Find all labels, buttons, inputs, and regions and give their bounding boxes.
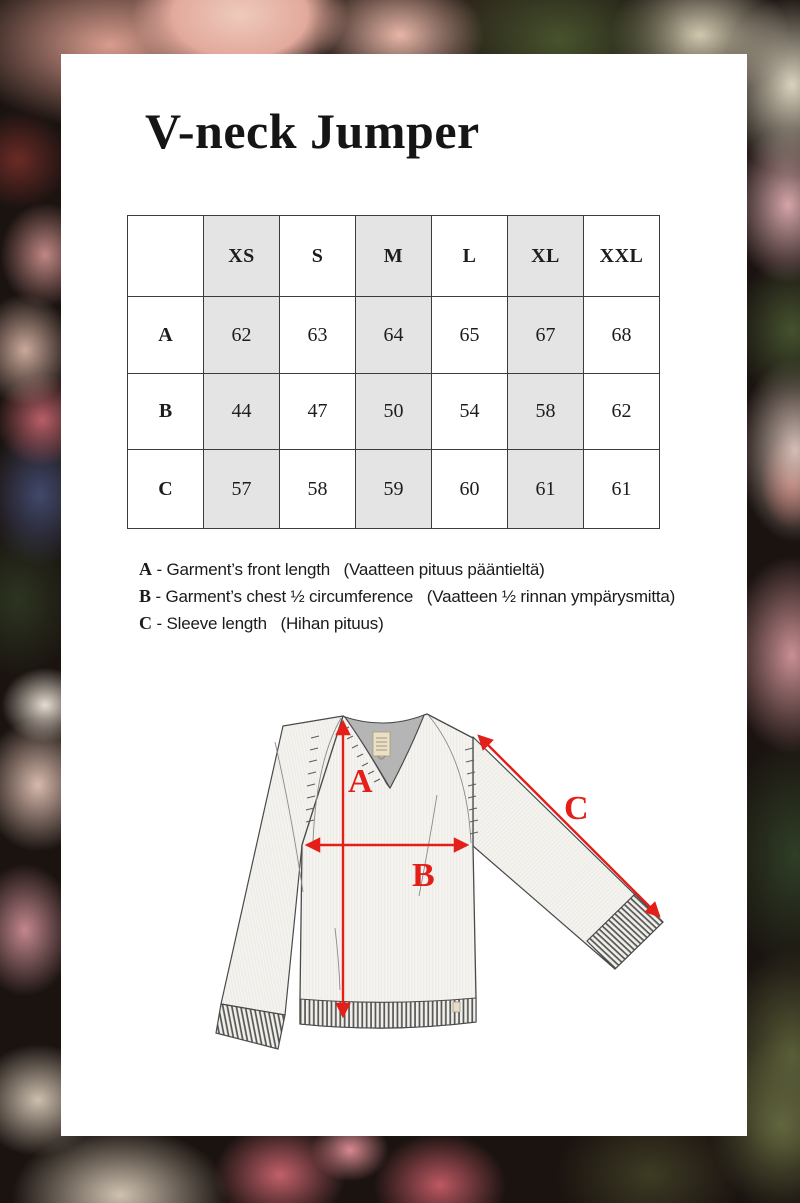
arrow-label-c: C [564,790,589,827]
size-cell: 61 [584,450,660,529]
arrow-label-a: A [348,763,373,800]
size-cell: 65 [432,297,508,374]
size-header-cell: L [432,216,508,297]
size-cell: 61 [508,450,584,529]
size-header-cell: XL [508,216,584,297]
legend-text: - Garment’s chest ½ circumference (Vaatteen ½ rinnan ympärysmitta) [151,587,676,606]
size-header-cell: M [356,216,432,297]
hem-tag [453,1002,460,1012]
neck-label [373,732,390,756]
row-label: C [128,450,204,529]
right-sleeve [473,737,663,969]
size-table-row-b [128,374,660,450]
size-table-row-c [128,450,660,529]
legend-text: - Garment’s front length (Vaatteen pituus pääntieltä) [152,560,545,579]
size-cell: 60 [432,450,508,529]
size-cell: 50 [356,374,432,450]
size-cell: 44 [204,374,280,450]
legend-letter: B [139,586,152,606]
size-cell: 64 [356,297,432,374]
legend-text: - Sleeve length (Hihan pituus) [152,614,384,633]
size-cell: 68 [584,297,660,374]
legend-item-b [139,583,675,610]
legend-item-c [139,610,675,637]
legend-letter: C [139,613,152,633]
size-cell: 54 [432,374,508,450]
size-header-cell: XXL [584,216,660,297]
jumper-measurement-diagram [215,700,675,1060]
size-cell: 47 [280,374,356,450]
hem-ribbing [300,998,476,1028]
size-cell: 67 [508,297,584,374]
legend-item-a [139,556,675,583]
size-cell: 62 [204,297,280,374]
size-header-cell [128,216,204,297]
row-label: B [128,374,204,450]
size-cell: 62 [584,374,660,450]
size-table [127,215,660,529]
size-cell: 58 [280,450,356,529]
measurement-legend [139,556,675,637]
size-cell: 58 [508,374,584,450]
size-cell: 63 [280,297,356,374]
size-cell: 59 [356,450,432,529]
legend-letter: A [139,559,152,579]
size-table-header-row [128,216,660,297]
size-guide-sheet [61,54,747,1136]
arrow-label-b: B [412,857,435,894]
size-header-cell: S [280,216,356,297]
row-label: A [128,297,204,374]
size-header-cell: XS [204,216,280,297]
size-table-row-a [128,297,660,374]
page-title: V-neck Jumper [145,103,480,159]
size-cell: 57 [204,450,280,529]
